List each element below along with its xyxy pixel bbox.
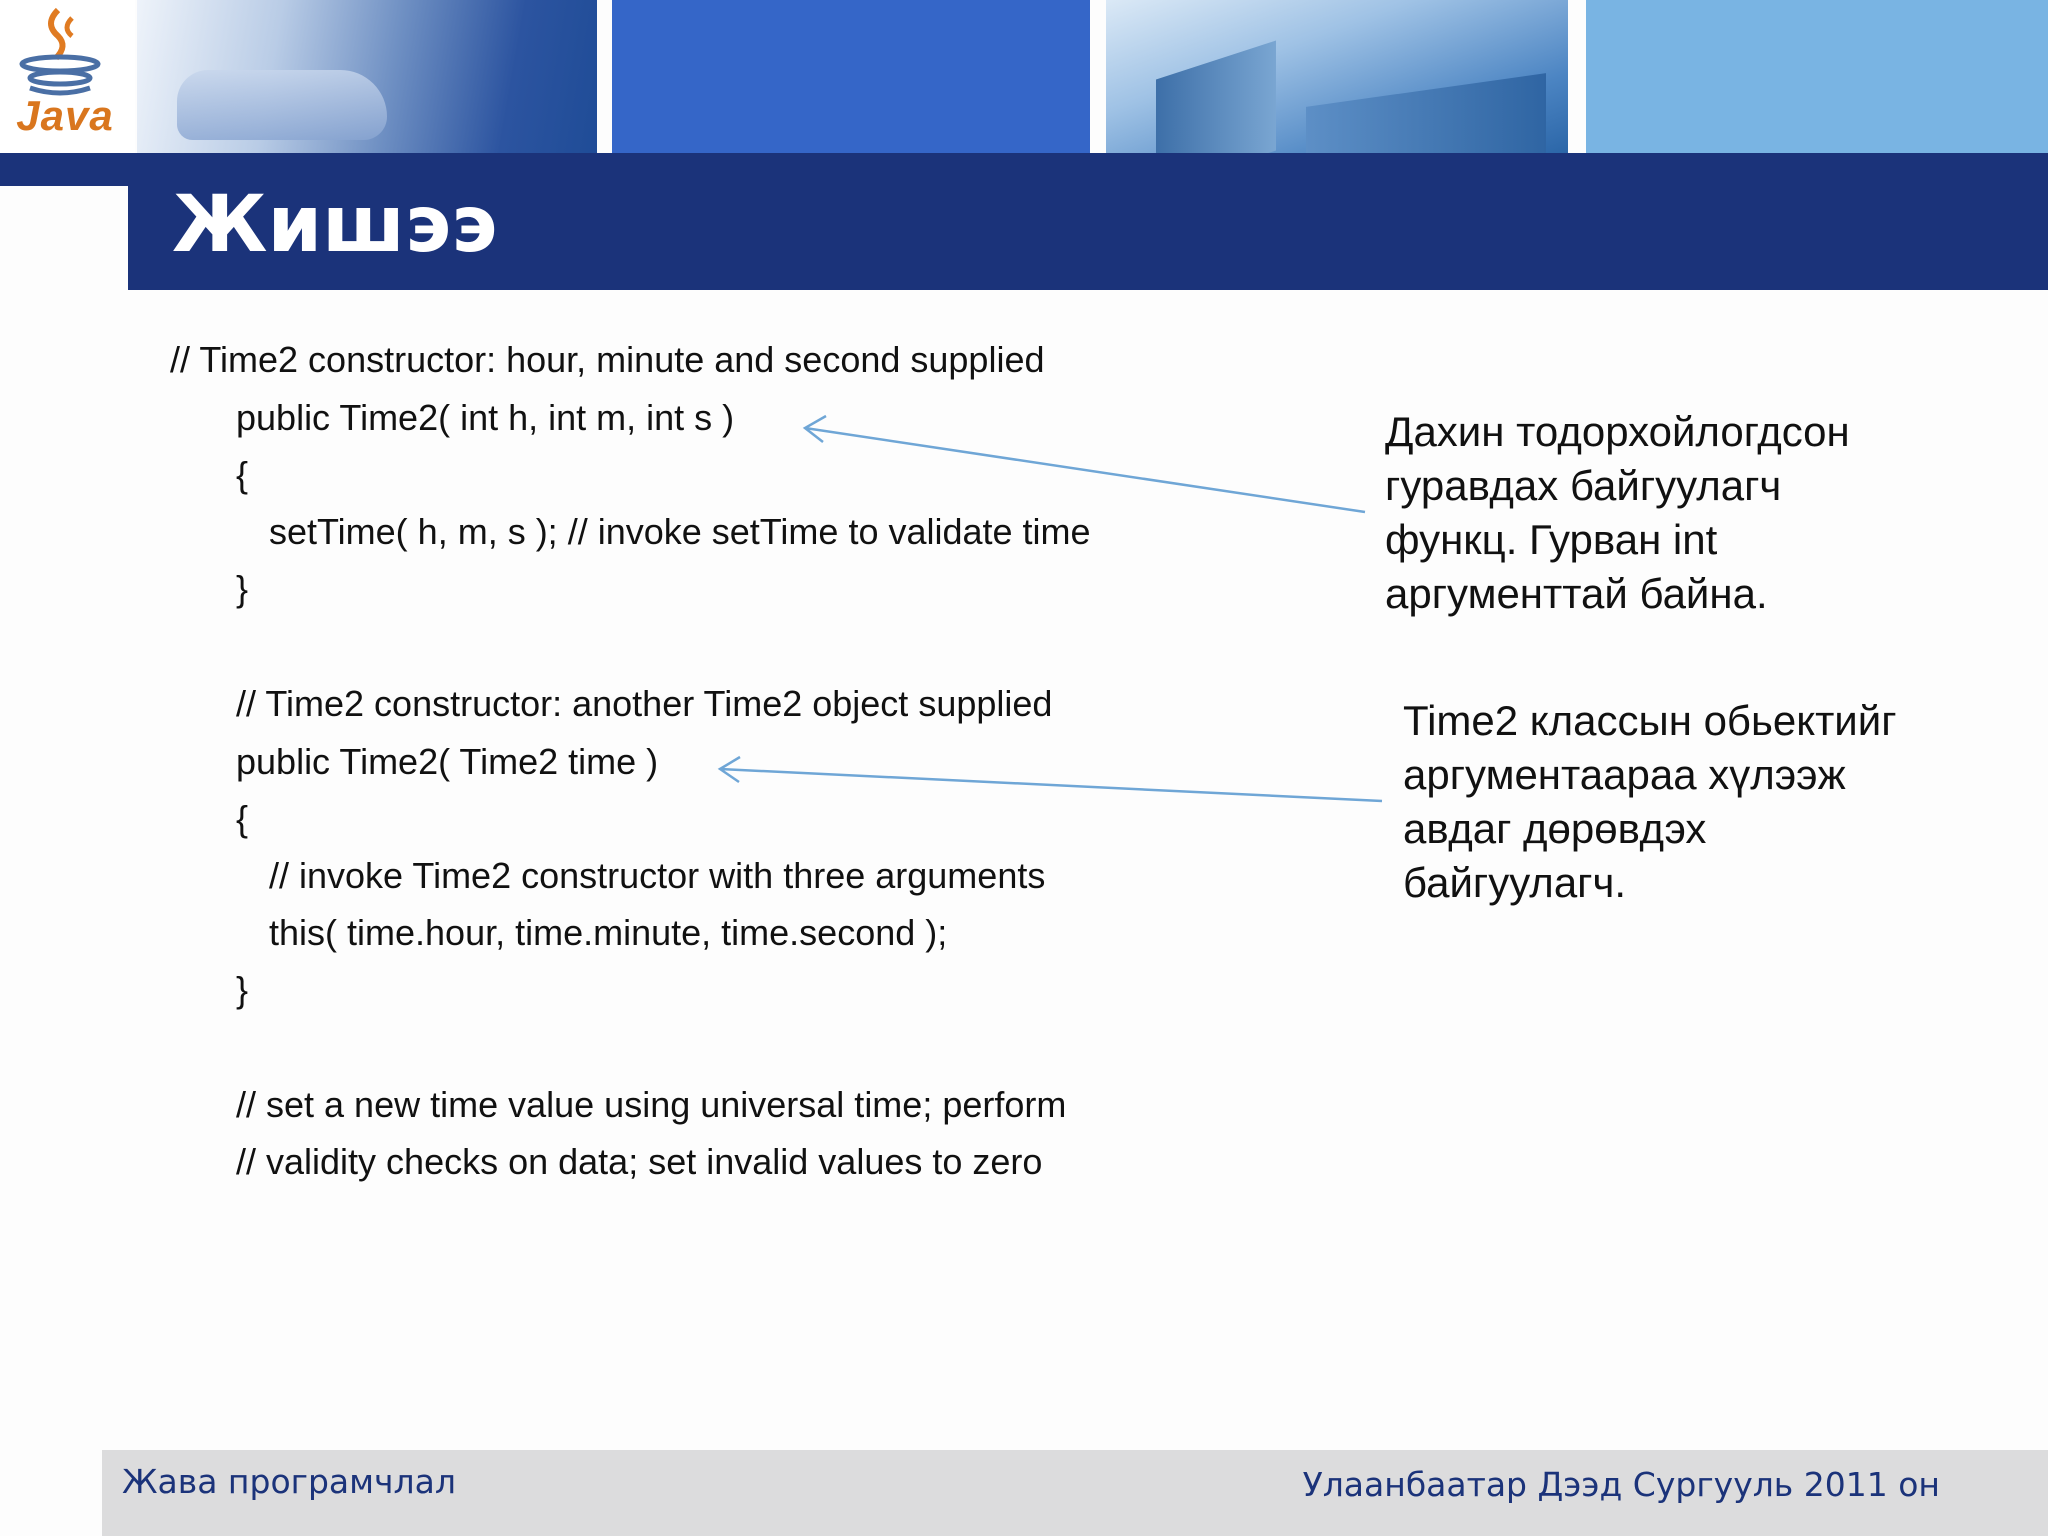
arrow-to-constructor-1 xyxy=(805,428,1365,512)
arrow-to-constructor-2 xyxy=(720,769,1382,801)
note-line: гуравдах байгуулагч xyxy=(1385,462,1782,509)
note-three-arg-constructor xyxy=(1385,405,1850,621)
code-line: { xyxy=(236,798,249,839)
note-line: аргументаараа хүлээж xyxy=(1403,751,1846,798)
footer-institution: Улаанбаатар Дээд Сургууль 2011 он xyxy=(1302,1465,1940,1504)
note-line: Time2 классын обьектийг xyxy=(1403,697,1897,744)
code-line: } xyxy=(236,969,249,1010)
note-copy-constructor xyxy=(1403,694,1897,910)
footer-course-name: Жава програмчлал xyxy=(122,1462,456,1501)
code-line: // Time2 constructor: hour, minute and second supplied xyxy=(170,339,1045,380)
code-line: { xyxy=(236,454,249,495)
note-line: функц. Гурван int xyxy=(1385,516,1718,563)
code-line: // Time2 constructor: another Time2 object supplied xyxy=(236,683,1053,724)
note-line: байгуулагч. xyxy=(1403,859,1627,906)
code-line: this( time.hour, time.minute, time.second ); xyxy=(269,912,948,953)
code-line: public Time2( Time2 time ) xyxy=(236,741,659,782)
code-line: } xyxy=(236,568,249,609)
slide-title: Жишээ xyxy=(172,180,498,270)
note-line: Дахин тодорхойлогдсон xyxy=(1385,408,1850,455)
code-line: // set a new time value using universal time; perform xyxy=(236,1084,1067,1125)
logo-wordmark: Java xyxy=(16,92,114,139)
code-line: // invoke Time2 constructor with three arguments xyxy=(269,855,1046,896)
note-line: аргументтай байна. xyxy=(1385,570,1768,617)
code-line: public Time2( int h, int m, int s ) xyxy=(236,397,735,438)
note-line: авдаг дөрөвдэх xyxy=(1403,805,1707,852)
code-line: // validity checks on data; set invalid values to zero xyxy=(236,1141,1043,1182)
code-line: setTime( h, m, s ); // invoke setTime to validate time xyxy=(269,511,1091,552)
